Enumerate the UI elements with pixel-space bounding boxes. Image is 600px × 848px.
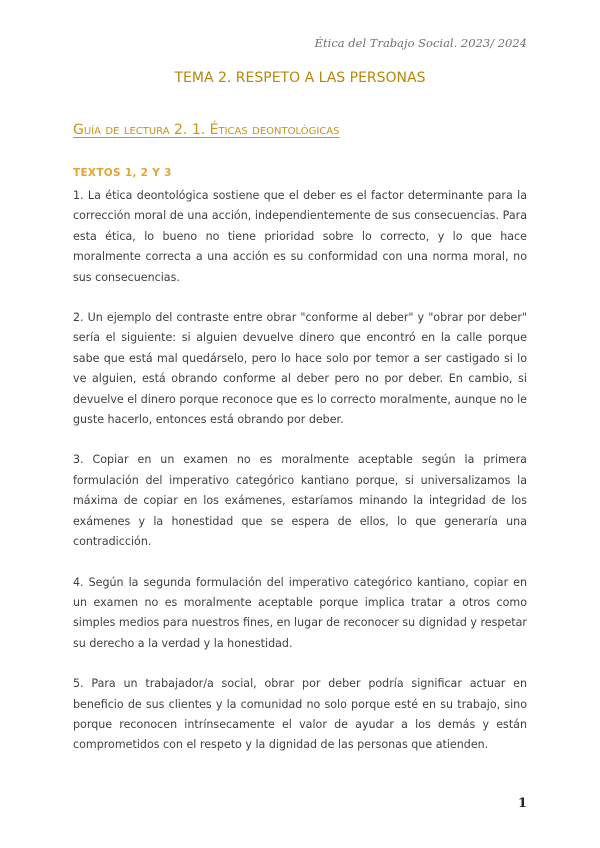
page-number: 1	[517, 796, 527, 811]
document-header: Ética del Trabajo Social. 2023/ 2024	[314, 36, 527, 50]
page-title: TEMA 2. RESPETO A LAS PERSONAS	[174, 70, 426, 86]
answer-paragraph-3: 3. Copiar en un examen no es moralmente aceptable según la primera formulación del imperativo categórico kantiano porque, si universalizamos la máxima de copiar en los exámenes, estaríamos minando la integridad de los exámenes y la honestidad que se espera de ellos, lo que generaría una contradicción.	[73, 453, 527, 549]
answer-paragraph-2: 2. Un ejemplo del contraste entre obrar "conforme al deber" y "obrar por deber" sería el siguiente: si alguien devuelve dinero que encontró en la calle porque sabe que está mal quedárselo, pero lo hace solo por temor a ser castigado si lo ve alguien, está obrando conforme al deber pero no por deber. En cambio, si devuelve el dinero porque reconoce que es lo correcto moralmente, aunque no le guste hacerlo, entonces está obrando por deber.	[73, 311, 527, 427]
answer-paragraph-5: 5. Para un trabajador/a social, obrar por deber podría significar actuar en beneficio de sus clientes y la comunidad no solo porque esté en su trabajo, sino porque reconocen intrínsecamente el valor de ayudar a los demás y están comprometidos con el respeto y la dignidad de las personas que atienden.	[73, 677, 527, 752]
answers-body	[73, 186, 527, 776]
answer-paragraph-1: 1. La ética deontológica sostiene que el deber es el factor determinante para la corrección moral de una acción, independientemente de sus consecuencias. Para esta ética, lo bueno no tiene prioridad sobre lo correcto, y lo que hace moralmente correcta a una acción es su conformidad con una norma moral, no sus consecuencias.	[73, 189, 527, 284]
answer-paragraph-4: 4. Según la segunda formulación del imperativo categórico kantiano, copiar en un examen no es moralmente aceptable porque implica tratar a otros como simples medios para nuestros fines, en lugar de reconocer su dignidad y respetar su derecho a la verdad y la honestidad.	[73, 575, 527, 650]
section-heading: Guía de lectura 2. 1. Éticas deontológicas	[73, 122, 340, 138]
texts-subheading: TEXTOS 1, 2 Y 3	[73, 167, 172, 179]
